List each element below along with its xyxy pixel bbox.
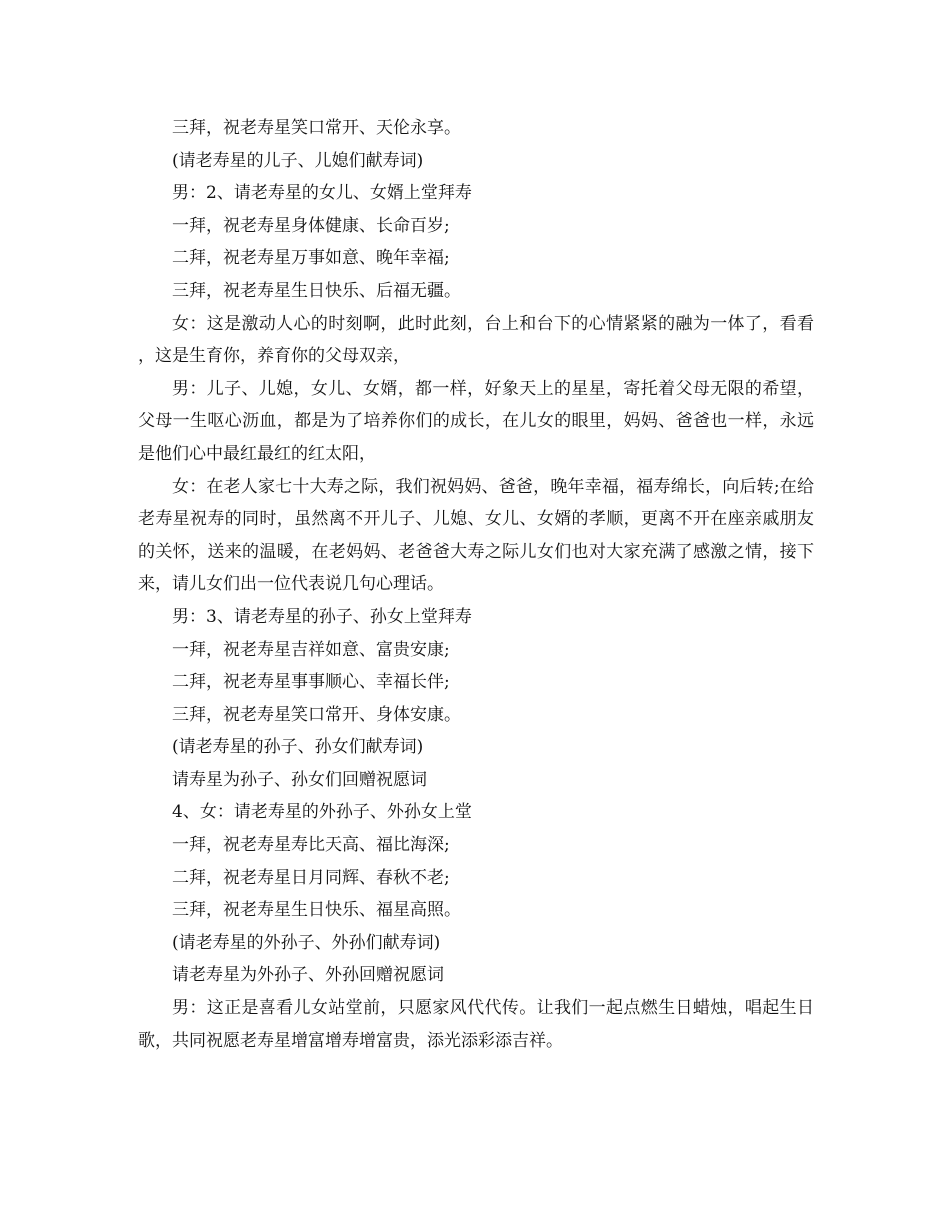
paragraph: (请老寿星的外孙子、外孙们献寿词)	[172, 932, 441, 953]
paragraph: 请寿星为孙子、孙女们回赠祝愿词	[172, 769, 427, 790]
paragraph: 三拜，祝老寿星笑口常开、身体安康。	[172, 704, 461, 725]
paragraph: 二拜，祝老寿星日月同辉、春秋不老;	[172, 867, 450, 888]
paragraph: 二拜，祝老寿星事事顺心、幸福长伴;	[172, 672, 450, 693]
paragraph: 男：这正是喜看儿女站堂前，只愿家风代代传。让我们一起点燃生日蜡烛，唱起生日歌，共同祝愿老寿星增富增寿增富贵，添光添彩添吉祥。	[138, 998, 814, 1051]
document-body	[138, 112, 814, 1057]
paragraph: 一拜，祝老寿星寿比天高、福比海深;	[172, 835, 450, 856]
paragraph: (请老寿星的儿子、儿媳们献寿词)	[172, 150, 424, 171]
paragraph: 一拜，祝老寿星吉祥如意、富贵安康;	[172, 639, 450, 660]
paragraph: (请老寿星的孙子、孙女们献寿词)	[172, 737, 424, 758]
paragraph: 二拜，祝老寿星万事如意、晚年幸福;	[172, 248, 450, 269]
paragraph: 三拜，祝老寿星生日快乐、福星高照。	[172, 900, 461, 921]
paragraph: 请老寿星为外孙子、外孙回赠祝愿词	[172, 965, 444, 986]
paragraph: 男：儿子、儿媳，女儿、女婿，都一样，好象天上的星星，寄托着父母无限的希望，父母一生呕心沥血，都是为了培养你们的成长，在儿女的眼里，妈妈、爸爸也一样，永远是他们心中最红最红的红太阳，	[138, 378, 814, 464]
paragraph: 女：在老人家七十大寿之际，我们祝妈妈、爸爸，晚年幸福，福寿绵长，向后转;在给老寿星祝寿的同时，虽然离不开儿子、儿媳、女儿、女婿的孝顺，更离不开在座亲戚朋友的关怀，送来的温暖，在老妈妈、老爸爸大寿之际儿女们也对大家充满了感激之情，接下来，请儿女们出一位代表说几句心理话。	[138, 476, 814, 595]
paragraph: 4、女：请老寿星的外孙子、外孙女上堂	[172, 802, 472, 823]
paragraph: 男：2、请老寿星的女儿、女婿上堂拜寿	[172, 183, 472, 204]
paragraph: 男：3、请老寿星的孙子、孙女上堂拜寿	[172, 606, 472, 627]
paragraph: 一拜，祝老寿星身体健康、长命百岁;	[172, 215, 450, 236]
paragraph: 三拜，祝老寿星笑口常开、天伦永享。	[172, 118, 461, 138]
paragraph: 女：这是激动人心的时刻啊，此时此刻，台上和台下的心情紧紧的融为一体了，看看，这是生育你，养育你的父母双亲，	[138, 313, 814, 367]
paragraph: 三拜，祝老寿星生日快乐、后福无疆。	[172, 280, 461, 301]
